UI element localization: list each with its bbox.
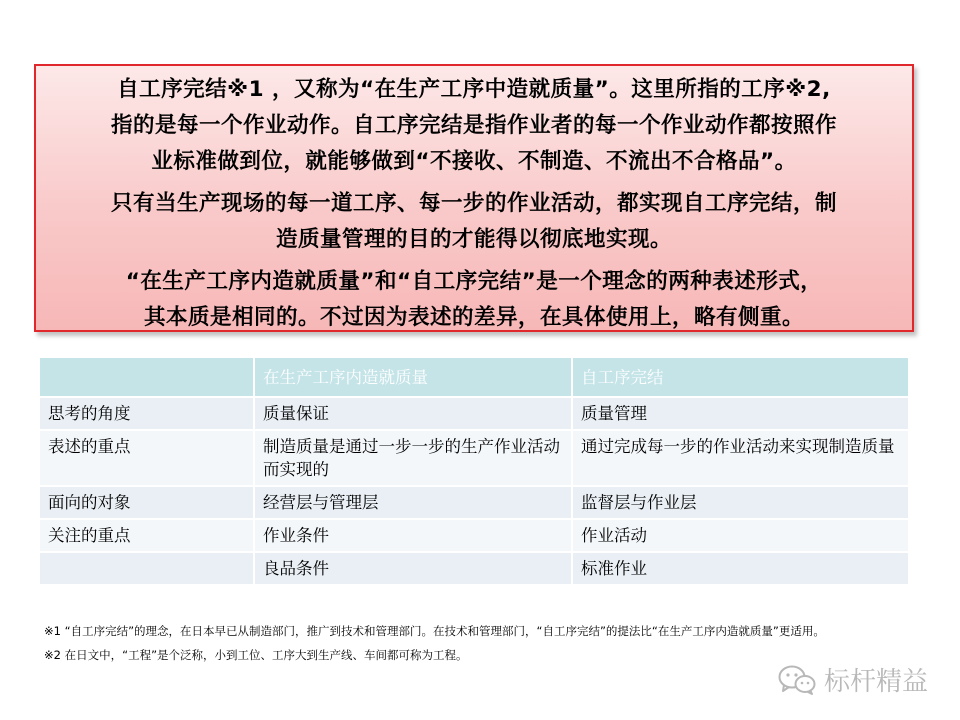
table-cell: 良品条件	[255, 553, 573, 586]
table-row	[40, 520, 910, 553]
watermark-text: 标杆精益	[823, 667, 928, 697]
table-row	[40, 487, 910, 520]
footnote-2: ※2 在日文中，“工程”是个泛称，小到工位、工序大到生产线、车间都可称为工程。	[44, 648, 468, 662]
callout-paragraph-3	[44, 264, 904, 336]
table-cell: 制造质量是通过一步一步的生产作业活动而实现的	[255, 431, 573, 487]
table-cell: 监督层与作业层	[573, 487, 910, 520]
table-row	[40, 553, 910, 586]
callout-line: 其本质是相同的。不过因为表述的差异，在具体使用上，略有侧重。	[143, 305, 804, 330]
callout-line: 自工序完结※1 ，又称为“在生产工序中造就质量”。这里所指的工序※2,	[117, 77, 831, 102]
comparison-table	[40, 358, 910, 586]
callout-line: 业标准做到位，就能够做到“不接收、不制造、不流出不合格品”。	[151, 149, 797, 174]
table-cell: 关注的重点	[40, 520, 255, 553]
table-row	[40, 398, 910, 431]
callout-line: 只有当生产现场的每一道工序、每一步的作业活动，都实现自工序完结，制	[110, 191, 837, 216]
table-header-row	[40, 358, 910, 398]
table-row	[40, 431, 910, 487]
table-cell: 质量管理	[573, 398, 910, 431]
table-cell: 作业活动	[573, 520, 910, 553]
table-cell: 经营层与管理层	[255, 487, 573, 520]
watermark	[778, 661, 928, 698]
wechat-icon	[778, 664, 816, 696]
footnote-1: ※1 “自工序完结”的理念，在日本早已从制造部门，推广到技术和管理部门。在技术和管理部门，“自工序完结”的提法比“在生产工序内造就质量”更适用。	[44, 624, 825, 638]
table-header-cell: 自工序完结	[573, 358, 910, 398]
table-cell: 思考的角度	[40, 398, 255, 431]
table-cell: 表述的重点	[40, 431, 255, 487]
table-cell: 质量保证	[255, 398, 573, 431]
table-cell: 标准作业	[573, 553, 910, 586]
table-cell	[40, 553, 255, 586]
callout-paragraph-1	[44, 72, 904, 180]
definition-callout	[34, 64, 914, 332]
table-header-cell	[40, 358, 255, 398]
footnotes	[44, 622, 904, 670]
callout-line: “在生产工序内造就质量”和“自工序完结”是一个理念的两种表述形式，	[125, 269, 823, 294]
callout-line: 造质量管理的目的才能得以彻底地实现。	[275, 227, 672, 252]
callout-paragraph-2	[44, 186, 904, 258]
callout-line: 指的是每一个作业动作。自工序完结是指作业者的每一个作业动作都按照作	[110, 113, 837, 138]
table-header-cell: 在生产工序内造就质量	[255, 358, 573, 398]
table-cell: 作业条件	[255, 520, 573, 553]
table-cell: 面向的对象	[40, 487, 255, 520]
table-cell: 通过完成每一步的作业活动来实现制造质量	[573, 431, 910, 487]
